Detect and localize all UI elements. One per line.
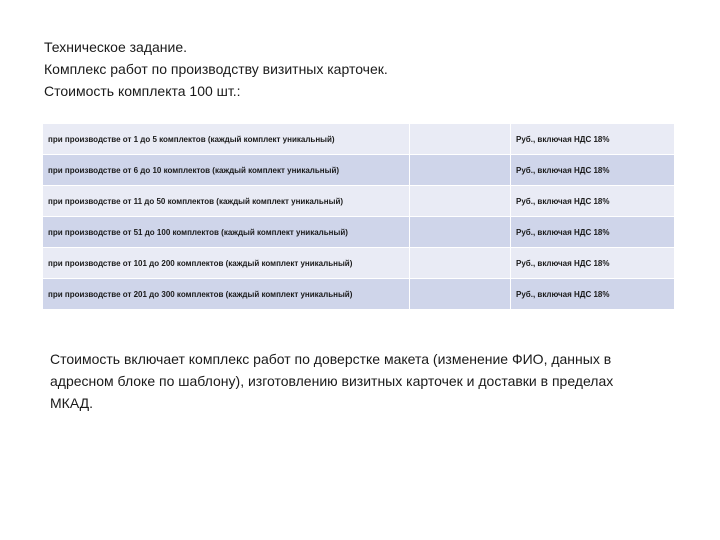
header-block: [44, 36, 684, 102]
row-price-cell: [410, 124, 511, 155]
row-description: при производстве от 101 до 200 комплектов (каждый комплект уникальный): [43, 248, 410, 279]
row-unit: Руб., включая НДС 18%: [511, 124, 675, 155]
row-description: при производстве от 11 до 50 комплектов (каждый комплект уникальный): [43, 186, 410, 217]
table-row: [43, 217, 675, 248]
row-unit: Руб., включая НДС 18%: [511, 217, 675, 248]
table-row: [43, 155, 675, 186]
row-price-cell: [410, 217, 511, 248]
row-description: при производстве от 201 до 300 комплектов (каждый комплект уникальный): [43, 279, 410, 310]
table-row: [43, 248, 675, 279]
row-description: при производстве от 6 до 10 комплектов (каждый комплект уникальный): [43, 155, 410, 186]
cost-includes-note: Стоимость включает комплекс работ по доверстке макета (изменение ФИО, данных в адресном блоке по шаблону), изготовлению визитных карточек и доставки в пределах МКАД.: [50, 351, 614, 411]
row-price-cell: [410, 248, 511, 279]
row-unit: Руб., включая НДС 18%: [511, 186, 675, 217]
row-description: при производстве от 1 до 5 комплектов (каждый комплект уникальный): [43, 124, 410, 155]
row-unit: Руб., включая НДС 18%: [511, 155, 675, 186]
table-row: [43, 279, 675, 310]
table-row: [43, 124, 675, 155]
work-description: Комплекс работ по производству визитных карточек.: [44, 61, 388, 77]
document-title: Техническое задание.: [44, 39, 188, 55]
row-price-cell: [410, 279, 511, 310]
row-unit: Руб., включая НДС 18%: [511, 279, 675, 310]
row-price-cell: [410, 186, 511, 217]
row-description: при производстве от 51 до 100 комплектов (каждый комплект уникальный): [43, 217, 410, 248]
row-price-cell: [410, 155, 511, 186]
row-unit: Руб., включая НДС 18%: [511, 248, 675, 279]
cost-heading: Стоимость комплекта 100 шт.:: [44, 83, 241, 99]
price-table: [42, 123, 675, 310]
table-row: [43, 186, 675, 217]
